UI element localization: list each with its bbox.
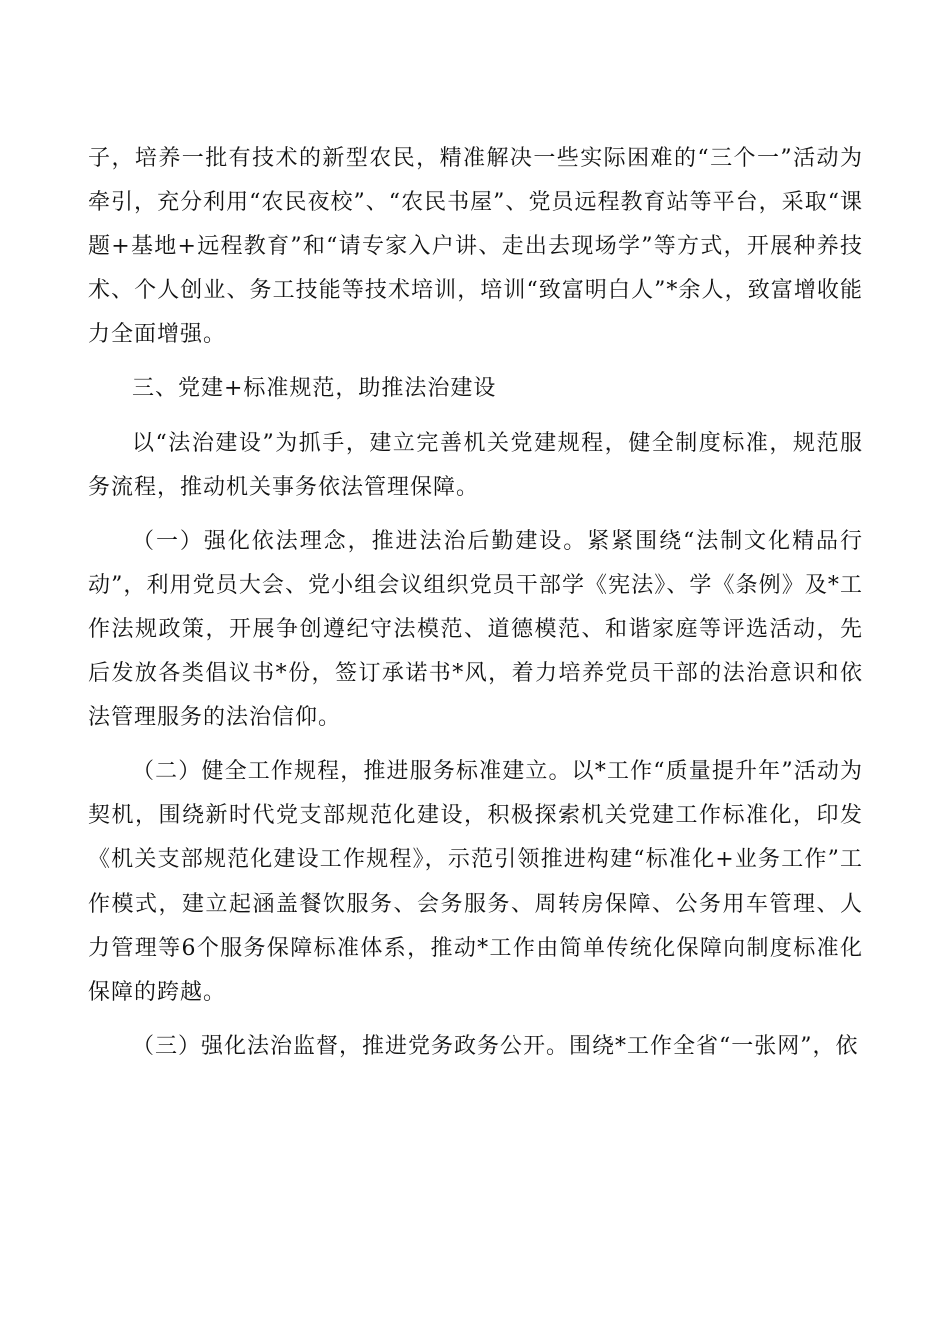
document-body — [88, 137, 863, 1069]
paragraph-intro: 以“法治建设”为抓手，建立完善机关党建规程，健全制度标准，规范服务流程，推动机关事务依法管理保障。 — [88, 430, 863, 500]
paragraph-item-2: （二）健全工作规程，推进服务标准建立。以*工作“质量提升年”活动为契机，围绕新时代党支部规范化建设，积极探索机关党建工作标准化，印发《机关支部规范化建设工作规程》，示范引领推进构建“标准化+业务工作”工作模式，建立起涵盖餐饮服务、会务服务、周转房保障、公务用车管理、人力管理等6个服务保障标准体系，推动*工作由简单传统化保障向制度标准化保障的跨越。 — [88, 759, 863, 1005]
paragraph-item-3: （三）强化法治监督，推进党务政务公开。围绕*工作全省“一张网”，依 — [132, 1033, 859, 1059]
paragraph-item-1: （一）强化依法理念，推进法治后勤建设。紧紧围绕“法制文化精品行动”，利用党员大会、党小组会议组织党员干部学《宪法》、学《条例》及*工作法规政策，开展争创遵纪守法模范、道德模范、和谐家庭等评选活动，先后发放各类倡议书*份，签订承诺书*风，着力培养党员干部的法治意识和依法管理服务的法治信仰。 — [88, 528, 863, 731]
section-heading: 三、党建+标准规范，助推法治建设 — [132, 376, 497, 402]
paragraph-continuation: 子，培养一批有技术的新型农民，精准解决一些实际困难的“三个一”活动为牵引，充分利用“农民夜校”、“农民书屋”、党员远程教育站等平台，采取“课题+基地+远程教育”和“请专家入户讲、走出去现场学”等方式，开展种养技术、个人创业、务工技能等技术培训，培训“致富明白人”*余人，致富增收能力全面增强。 — [88, 146, 863, 348]
